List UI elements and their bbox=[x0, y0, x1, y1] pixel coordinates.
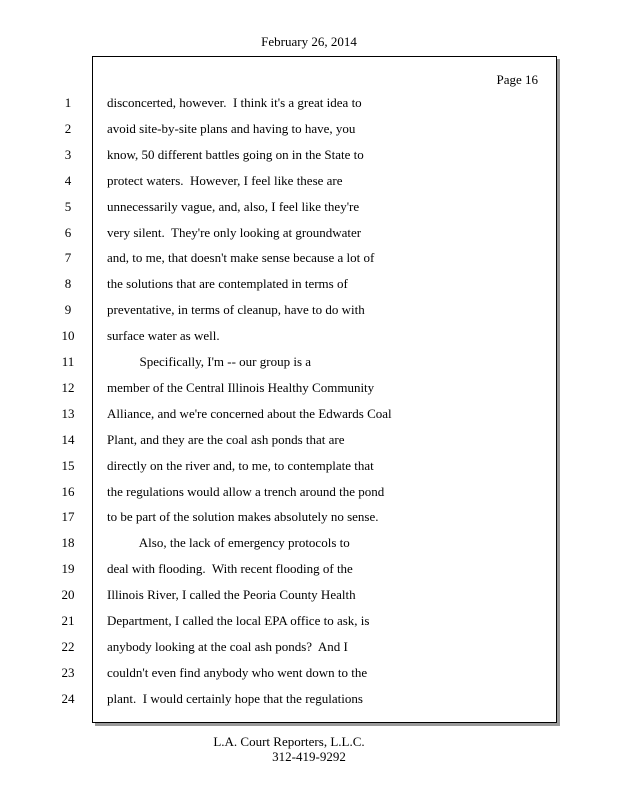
line-text: disconcerted, however. I think it's a great idea to bbox=[107, 95, 362, 110]
line-number: 9 bbox=[64, 302, 72, 317]
line-number: 6 bbox=[64, 225, 72, 240]
line-text: deal with flooding. With recent flooding of the bbox=[107, 561, 353, 576]
page-number: Page 16 bbox=[496, 72, 538, 87]
line-number: 16 bbox=[61, 484, 75, 499]
line-number: 4 bbox=[64, 173, 72, 188]
line-text: the regulations would allow a trench around the pond bbox=[107, 484, 385, 499]
footer-company: L.A. Court Reporters, L.L.C. bbox=[213, 734, 365, 749]
line-text: couldn't even find anybody who went down to the bbox=[107, 665, 368, 680]
line-number: 20 bbox=[61, 587, 75, 602]
line-number: 2 bbox=[64, 121, 72, 136]
line-number: 17 bbox=[61, 509, 75, 524]
line-text: plant. I would certainly hope that the regulations bbox=[107, 691, 363, 706]
line-text: unnecessarily vague, and, also, I feel like they're bbox=[107, 199, 360, 214]
line-text: Also, the lack of emergency protocols to bbox=[107, 535, 350, 550]
line-number: 8 bbox=[64, 276, 72, 291]
line-text: Specifically, I'm -- our group is a bbox=[107, 354, 312, 369]
line-text: and, to me, that doesn't make sense because a lot of bbox=[107, 250, 375, 265]
line-number: 14 bbox=[61, 432, 75, 447]
line-text: Department, I called the local EPA office to ask, is bbox=[107, 613, 370, 628]
line-number: 15 bbox=[61, 458, 75, 473]
line-number: 19 bbox=[61, 561, 75, 576]
line-text: directly on the river and, to me, to contemplate that bbox=[107, 458, 374, 473]
line-text: avoid site-by-site plans and having to have, you bbox=[107, 121, 356, 136]
line-text: Alliance, and we're concerned about the Edwards Coal bbox=[107, 406, 392, 421]
line-number: 22 bbox=[61, 639, 75, 654]
line-number: 13 bbox=[61, 406, 75, 421]
line-number: 5 bbox=[64, 199, 72, 214]
footer-phone: 312-419-9292 bbox=[272, 749, 346, 764]
line-number: 21 bbox=[61, 613, 75, 628]
line-number: 10 bbox=[61, 328, 75, 343]
line-text: Plant, and they are the coal ash ponds that are bbox=[107, 432, 345, 447]
header-date: February 26, 2014 bbox=[261, 34, 357, 49]
line-number: 18 bbox=[61, 535, 75, 550]
line-text: preventative, in terms of cleanup, have to do with bbox=[107, 302, 365, 317]
line-text: the solutions that are contemplated in terms of bbox=[107, 276, 348, 291]
line-text: anybody looking at the coal ash ponds? And I bbox=[107, 639, 348, 654]
line-number: 7 bbox=[64, 250, 72, 265]
line-text: member of the Central Illinois Healthy Community bbox=[107, 380, 375, 395]
line-number: 1 bbox=[64, 95, 72, 110]
line-text: protect waters. However, I feel like these are bbox=[107, 173, 343, 188]
line-text: Illinois River, I called the Peoria County Health bbox=[107, 587, 356, 602]
line-number: 12 bbox=[61, 380, 75, 395]
line-text: know, 50 different battles going on in the State to bbox=[107, 147, 364, 162]
line-text: very silent. They're only looking at groundwater bbox=[107, 225, 362, 240]
line-number: 23 bbox=[61, 665, 75, 680]
line-number: 11 bbox=[61, 354, 75, 369]
line-text: surface water as well. bbox=[107, 328, 220, 343]
line-number: 24 bbox=[61, 691, 75, 706]
line-text: to be part of the solution makes absolutely no sense. bbox=[107, 509, 379, 524]
line-number: 3 bbox=[64, 147, 72, 162]
